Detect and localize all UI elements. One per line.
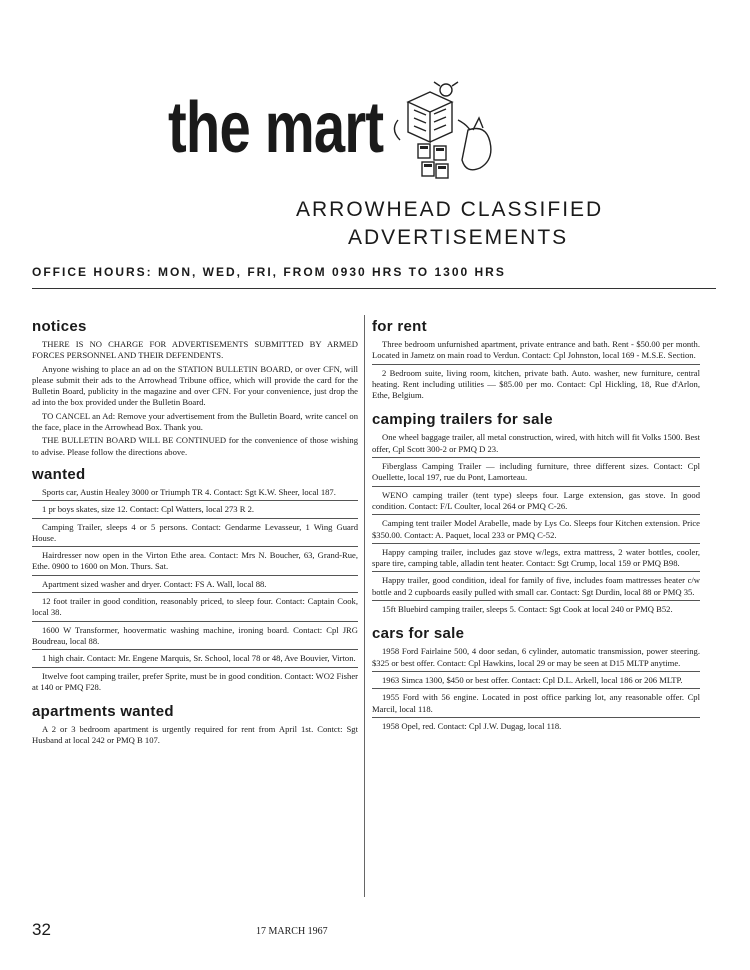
car-ad: 1958 Opel, red. Contact: Cpl J.W. Dugag, local 118.: [382, 720, 562, 731]
camping-trailer-ad: Happy trailer, good condition, ideal for family of five, includes foam mattresses heater c/w bottle and 2 cupboards easily pulled with small car. Contact: Sgt Durdin, local 88 or PMQ 35.: [372, 575, 700, 601]
mart-cartoon-icon: [378, 80, 510, 192]
notice-paragraph: THE BULLETIN BOARD WILL BE CONTINUED for the convenience of those wishing to advise. Please follow the directions above.: [32, 435, 358, 457]
apartments-wanted-ad: A 2 or 3 bedroom apartment is urgently required for rent from April 1st. Contct: Sgt Husband at local 242 or PMQ B 107.: [32, 724, 358, 746]
right-column: [372, 318, 700, 742]
wanted-ad: 1600 W Transformer, hoovermatic washing machine, ironing board. Contact: Cpl JRG Boudreau, local 88.: [32, 625, 358, 651]
issue-date: 17 MARCH 1967: [256, 926, 328, 937]
apartments-wanted-section: [32, 703, 358, 749]
for-rent-ad: Three bedroom unfurnished apartment, private entrance and bath. Rent - $50.00 per month. Located in Jametz on main road to Verdun. Contact: Cpl Johnston, local 169 - M.S.E. Section.: [372, 339, 700, 365]
camping-trailer-ad: Camping tent trailer Model Arabelle, made by Lys Co. Sleeps four Kitchen extension. Price $350.00. Contact: A. Paquet, local 233 or PMQ C-52.: [372, 518, 700, 544]
camping-trailer-ad: Happy camping trailer, includes gaz stove w/legs, extra mattress, 2 water bottles, cooler, spare tire, camping table, alladin tent heater. Contact: Sgt Crump, local 159 or PMQ B98.: [372, 547, 700, 573]
page-number: 32: [32, 920, 51, 939]
wanted-section: [32, 466, 358, 695]
subtitle-line-2: ADVERTISEMENTS: [348, 226, 569, 249]
camping-trailer-ad: One wheel baggage trailer, all metal construction, wired, with hitch will fit Volks 1500. Best offer, Cpl Scott 300-2 or PMQ D 23.: [372, 432, 700, 458]
wanted-ad: Sports car, Austin Healey 3000 or Triumph TR 4. Contact: Sgt K.W. Sheer, local 187.: [32, 487, 358, 501]
wanted-ad: 12 foot trailer in good condition, reasonably priced, to sleep four. Contact: Captain Cook, local 38.: [32, 596, 358, 622]
wanted-ad: 1 pr boys skates, size 12. Contact: Cpl Watters, local 273 R 2.: [32, 504, 358, 518]
camping-trailers-heading: camping trailers for sale: [372, 411, 553, 429]
camping-trailer-ad: WENO camping trailer (tent type) sleeps four. Large extension, gas stove. In good condition. Contact: F/L Coulter, local 264 or PMQ C-26.: [372, 490, 700, 516]
cars-section: [372, 625, 700, 734]
wanted-ad: Itwelve foot camping trailer, prefer Sprite, must be in good condition. Contact: WO2 Fisher at 140 or PMQ F28.: [32, 670, 358, 692]
wanted-ad: Hairdresser now open in the Virton Ethe area. Contact: Mrs N. Boucher, 63, Grand-Rue, Ethe. 0900 to 1600 on Mon. Thurs. Sat.: [32, 550, 358, 576]
wanted-ad: Camping Trailer, sleeps 4 or 5 persons. Contact: Gendarme Levasseur, 1 Wing Guard House.: [32, 522, 358, 548]
notice-paragraph: THERE IS NO CHARGE FOR ADVERTISEMENTS SUBMITTED BY ARMED FORCES PERSONNEL AND THEIR DEFENDENTS.: [32, 339, 358, 361]
masthead-title: the mart: [168, 88, 384, 168]
camping-trailers-section: [372, 411, 700, 617]
cars-heading: cars for sale: [372, 625, 465, 643]
for-rent-section: [372, 318, 700, 403]
subtitle-line-1: ARROWHEAD CLASSIFIED: [296, 198, 604, 221]
wanted-ad: 1 high chair. Contact: Mr. Engene Marquis, Sr. School, local 78 or 48, Ave Bouvier, Virton.: [32, 653, 358, 667]
wanted-heading: wanted: [32, 465, 86, 483]
notice-paragraph: TO CANCEL an Ad: Remove your advertisement from the Bulletin Board, write cancel on the face, place in the Arrowhead Box. Thank you.: [32, 410, 358, 433]
header-rule: [32, 288, 716, 289]
section-subtitle: [296, 196, 676, 252]
notices-heading: notices: [32, 318, 87, 335]
office-hours: OFFICE HOURS: MON, WED, FRI, FROM 0930 HRS TO 1300 HRS: [32, 265, 506, 279]
left-column: [32, 318, 358, 757]
camping-trailer-ad: 15ft Bluebird camping trailer, sleeps 5. Contact: Sgt Cook at local 240 or PMQ B52.: [382, 604, 673, 615]
for-rent-heading: for rent: [372, 318, 427, 335]
car-ad: 1963 Simca 1300, $450 or best offer. Contact: Cpl D.L. Arkell, local 186 or 206 MLTP.: [372, 675, 700, 689]
car-ad: 1958 Ford Fairlaine 500, 4 door sedan, 6 cylinder, automatic transmission, power steering. $325 or best offer. Contact: Cpl Hawkins, local 29 or may be seen at D15 MLTP anytime.: [372, 646, 700, 672]
notice-paragraph: Anyone wishing to place an ad on the STATION BULLETIN BOARD, or over CFN, will please submit their ads to the Arrowhead Tribune office, which will provide the card for the Bulletin Board, publicity in the magazine and over CFN. For your convenience, just drop the ad into the box provided under the Bulletin Board.: [32, 363, 358, 408]
for-rent-ad: 2 Bedroom suite, living room, kitchen, private bath. Auto. washer, new furniture, central heating. Rent including utilities — $85.00 per mo. Contact: Cpl Hickling, 18, Rue d'Arlon, Ethe, Belgium.: [372, 367, 700, 401]
wanted-ad: Apartment sized washer and dryer. Contact: FS A. Wall, local 88.: [32, 579, 358, 593]
camping-trailer-ad: Fiberglass Camping Trailer — including furniture, three different sizes. Contact: Cpl Ouellette, local 197, rue du Pont, Lamorteau.: [372, 461, 700, 487]
apartments-wanted-heading: apartments wanted: [32, 703, 174, 721]
car-ad: 1955 Ford with 56 engine. Located in post office parking lot, any reasonable offer. Cpl Marcil, local 118.: [372, 692, 700, 718]
column-divider: [364, 315, 365, 897]
notices-section: [32, 318, 358, 458]
